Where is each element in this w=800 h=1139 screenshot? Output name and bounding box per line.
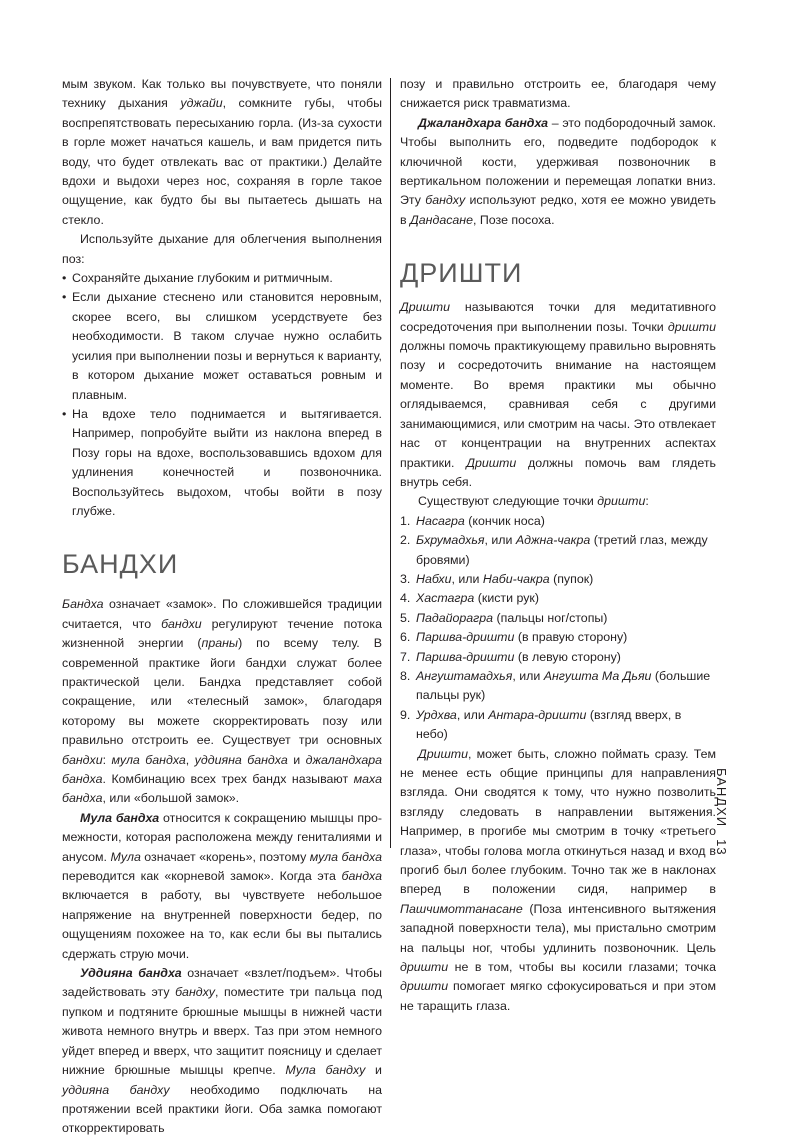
list-number: 1. bbox=[400, 513, 411, 528]
text-run: : bbox=[102, 752, 112, 767]
text-run: ) по всему телу. В современной практике йоги бандхи служат более практической цели. Бандха представляет собой сокращение, или «телесный замок», благодаря которому вы можете скорректировать позу или правильно отстроить ее. Существует три основных bbox=[62, 636, 382, 748]
text-run: (третий глаз, между бровями) bbox=[416, 533, 708, 567]
jalandhara-bandha-paragraph bbox=[400, 114, 716, 230]
tip-item: • На вдохе тело поднимается и вытягивается. Например, попробуйте выйти из наклона вперед в Позу горы на вдохе, воспользовавшись вдохом для удлинения конечностей и позвоночника. Воспользуйтесь выдохом, чтобы войти в позу глубже. bbox=[62, 405, 382, 521]
term-italic: Дришти bbox=[400, 300, 451, 315]
heading-drishti: ДРИШТИ bbox=[400, 258, 523, 289]
left-column bbox=[62, 75, 382, 1139]
term-italic: Пашчимоттанасане bbox=[400, 901, 523, 916]
list-number: 4. bbox=[400, 591, 411, 606]
page-footer bbox=[714, 768, 761, 858]
term-italic: праны bbox=[201, 636, 239, 651]
points-intro bbox=[400, 492, 716, 511]
text-run: (кисти рук) bbox=[474, 591, 539, 606]
term-italic: Аджна-чакра bbox=[515, 533, 591, 548]
drishti-point-item bbox=[400, 512, 716, 531]
text-run: не в том, чтобы вы косили глазами; точка bbox=[448, 960, 716, 975]
column-divider bbox=[390, 78, 391, 848]
term-italic: уддияна бандха bbox=[194, 752, 288, 767]
text-run: регулируют течение потока жизненной энергии ( bbox=[62, 616, 382, 651]
text-run: , bbox=[185, 752, 195, 767]
text-run: (большие пальцы рук) bbox=[416, 668, 711, 703]
term-italic: бандху bbox=[425, 193, 466, 208]
term-italic: уддияна бандху bbox=[62, 1082, 170, 1097]
term-bold: Мула бандха bbox=[80, 810, 160, 825]
tip-item: • Если дыхание стеснено или становится неровным, скорее всего, вы слишком усердствуете без необходимости. В таком случае нужно ослабить усилия при выполнении позы и вернуться к варианту, в котором дыхание может оставаться ровным и плавным. bbox=[62, 288, 382, 404]
term-italic: Насагра bbox=[416, 513, 465, 528]
text-run: , или bbox=[512, 668, 544, 683]
term-italic: Ангуштамадхья bbox=[416, 668, 513, 683]
term-italic: бандхи bbox=[62, 752, 103, 767]
drishti-point-item bbox=[400, 531, 716, 570]
text-run: (в правую сторону) bbox=[514, 630, 628, 645]
text-run: Существуют следующие точки bbox=[418, 494, 598, 509]
uddiyana-bandha-paragraph bbox=[62, 964, 382, 1139]
text-run: и bbox=[365, 1063, 382, 1078]
term-italic: Ангушта Ма Дьяи bbox=[543, 668, 652, 683]
text-run: должны помочь вам глядеть внутрь себя. bbox=[400, 455, 716, 489]
text-run: (пупок) bbox=[549, 571, 594, 586]
text-run: , может быть, сложно поймать сразу. Тем не менее есть общие принципы для направления взгляда. Они сводятся к тому, что нужно позволить взгляду следовать в направлении вытяжения. Например, в прогибе мы смотрим в точку «третьего глаза», чтобы голова могла откинуться назад и вход в прогиб был более глубоким. Точно так же в наклонах вперед в положении сидя, например в bbox=[400, 746, 716, 897]
drishti-point-item bbox=[400, 648, 716, 667]
text-run: называются точки для медитативного сосредоточения при выполнении позы. Точки bbox=[400, 300, 716, 334]
term-italic: Дандасане bbox=[410, 212, 474, 227]
term-italic: Мула бандху bbox=[285, 1063, 366, 1078]
text-run: (в левую сторону) bbox=[514, 649, 621, 664]
running-head: БАНДХИ bbox=[714, 768, 729, 828]
bandhi-paragraph bbox=[62, 595, 382, 808]
continued-paragraph: позу и правильно отстроить ее, благодаря чему снижается риск травматизма. bbox=[400, 77, 716, 111]
text-run: (пальцы ног/стопы) bbox=[493, 610, 608, 625]
text-run: необходимо подключать на протяжении всей практики йоги. Оба замка помогают откорректировать bbox=[62, 1082, 382, 1136]
term-italic: мула бандха bbox=[309, 849, 382, 864]
term-italic: мула бандха bbox=[111, 752, 186, 767]
term-italic: уджайи bbox=[180, 96, 223, 111]
term-italic: Мула bbox=[110, 849, 141, 864]
text-run: мым звуком. Как только вы почувствуете, что поняли технику дыхания bbox=[62, 77, 382, 111]
term-italic: Бандха bbox=[62, 597, 104, 612]
term-italic: дришти bbox=[400, 979, 449, 994]
tips-list bbox=[62, 269, 382, 521]
term-italic: Бхрумадхья bbox=[416, 533, 485, 548]
text-run: , поместите три пальца под пупком и подтяните брюшные мышцы в нижней части живота немного внутрь и вверх. Таз при этом немного уйдет вперед и вверх, что защитит поясницу и сделает нижние брюшные мышцы крепче. bbox=[62, 985, 382, 1078]
text-run: (кончик носа) bbox=[464, 513, 545, 528]
term-italic: дришти bbox=[667, 319, 716, 334]
heading-bandhi: БАНДХИ bbox=[62, 549, 179, 580]
text-run: , или bbox=[456, 707, 489, 722]
text-run: означает «взлет/подъем». Чтобы задействовать эту bbox=[62, 966, 382, 1000]
text-run: означает «корень», поэтому bbox=[140, 849, 310, 864]
term-italic: бандха bbox=[341, 869, 382, 884]
text-run: относится к сокращению мышцы промежности, которая расположена между гениталиями и анусом. bbox=[62, 810, 382, 864]
text-run: , или bbox=[451, 571, 483, 586]
text-run: , или bbox=[484, 533, 516, 548]
text-run: означает «замок». По сложившейся традиции считается, что bbox=[62, 597, 382, 631]
term-bold: Уддияна бандха bbox=[80, 966, 182, 981]
term-italic: дришти bbox=[400, 960, 449, 975]
drishti-point-item bbox=[400, 570, 716, 589]
text-run: – это подбородочный замок. Чтобы выполнить его, подведите подбородок к ключичной кости, удерживая позвоночник в вертикальном положении и перемещая лопатки вниз. Эту bbox=[400, 115, 717, 208]
list-number: 2. bbox=[400, 533, 411, 548]
list-number: 6. bbox=[400, 630, 411, 645]
text-run: помогает мягко сфокусироваться и при этом не таращить глаза. bbox=[400, 979, 716, 1013]
drishti-point-item bbox=[400, 706, 716, 745]
tip-item: • Сохраняйте дыхание глубоким и ритмичным. bbox=[62, 269, 382, 288]
tips-intro: Используйте дыхание для облегчения выполнения поз: bbox=[62, 232, 382, 266]
list-number: 7. bbox=[400, 649, 411, 664]
text-run: должны помочь практикующему правильно выровнять позу и сосредоточить внимание на настоящем моменте. Во время практики мы обычно оглядываемся, сравнивая себя с другими занимающимися, или смотрим на часы. Это отвлекает нас от концентрации на внутренних аспектах практики. bbox=[400, 339, 716, 470]
intro-paragraph bbox=[62, 75, 382, 230]
text-run: и bbox=[287, 752, 306, 767]
drishti-point-item bbox=[400, 609, 716, 628]
term-italic: Падайорагра bbox=[416, 610, 494, 625]
term-italic: Паршва-дришти bbox=[416, 630, 515, 645]
drishti-paragraph bbox=[400, 298, 716, 492]
text-run: , Позе посоха. bbox=[473, 212, 555, 227]
term-bold: Джаландхара бандха bbox=[418, 115, 549, 130]
closing-paragraph bbox=[400, 745, 716, 1017]
term-italic: дришти bbox=[597, 494, 646, 509]
drishti-point-item bbox=[400, 628, 716, 647]
text-run: (Поза интенсивного вытяжения западной поверхности тела), мы пристально смотрим на пальцы ног, чтобы удлинить позвоночник. Цель bbox=[400, 901, 716, 955]
term-italic: Дришти bbox=[466, 455, 517, 470]
term-italic: Урдхва bbox=[416, 707, 457, 722]
term-italic: Хастагра bbox=[416, 591, 475, 606]
text-run: : bbox=[645, 494, 649, 509]
term-italic: маха бандха bbox=[62, 772, 382, 806]
term-italic: бандху bbox=[175, 985, 215, 1000]
term-italic: бандхи bbox=[161, 616, 202, 631]
drishti-point-item bbox=[400, 589, 716, 608]
term-italic: Дришти bbox=[418, 746, 469, 761]
text-run: используют редко, хотя ее можно увидеть в bbox=[400, 193, 716, 227]
term-italic: Антара-дришти bbox=[488, 707, 587, 722]
list-number: 3. bbox=[400, 571, 411, 586]
term-italic: Паршва-дришти bbox=[416, 649, 515, 664]
list-number: 9. bbox=[400, 707, 411, 722]
text-run: , сомкните губы, чтобы воспрепятствовать пересыханию горла. (Из-за сухости в горле может начаться кашель, и вам придется пить воду, что будет отвлекать вас от практики.) Делайте вдохи и выдохи через нос, сохраняя в горле такое ощущение, как будто бы вы пытаетесь дышать на стекло. bbox=[62, 96, 383, 227]
drishti-point-item bbox=[400, 667, 716, 706]
term-italic: Набхи bbox=[416, 571, 452, 586]
right-column bbox=[400, 75, 716, 1016]
text-run: включается в работу, вы чувствуете небольшое напряжение на внутренней поверхности бедер, по ощущениям похожее на то, как если бы вы пытались сдержать струю мочи. bbox=[62, 888, 382, 961]
term-italic: Наби-чакра bbox=[482, 571, 550, 586]
text-run: (взгляд вверх, в небо) bbox=[416, 707, 682, 742]
text-run: , или «большой замок». bbox=[102, 791, 240, 806]
mula-bandha-paragraph bbox=[62, 809, 382, 964]
drishti-points-list bbox=[400, 512, 716, 745]
list-number: 5. bbox=[400, 610, 411, 625]
text-run: переводится как «корневой замок». Когда эта bbox=[62, 869, 342, 884]
text-run: . Комбинацию всех трех бандх называют bbox=[102, 772, 354, 786]
page-number: 13 bbox=[714, 839, 729, 856]
term-italic: джаландхара бандха bbox=[62, 752, 382, 786]
list-number: 8. bbox=[400, 668, 411, 683]
